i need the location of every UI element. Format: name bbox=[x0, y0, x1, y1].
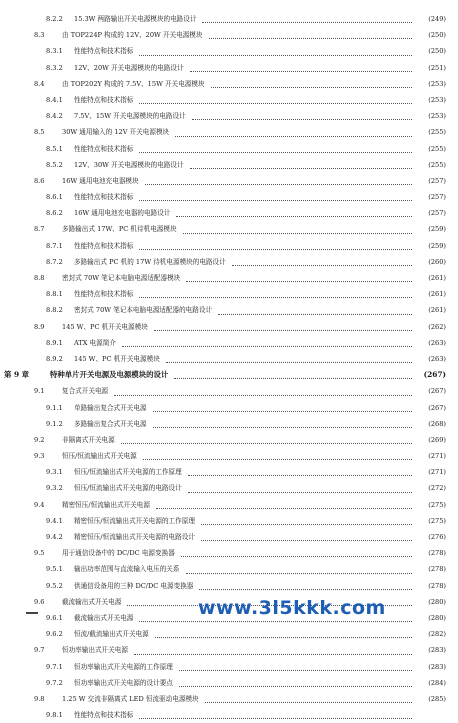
toc-section-number: 8.7 bbox=[34, 225, 45, 234]
toc-page-number: (278) bbox=[428, 581, 446, 590]
toc-entry-heading bbox=[46, 108, 186, 124]
toc-section-title: 12V、20W 开关电源模块的电路设计 bbox=[74, 63, 184, 72]
toc-entry-heading bbox=[34, 497, 150, 513]
toc-dot-leader bbox=[179, 670, 412, 687]
toc-page-number: (249) bbox=[428, 15, 446, 23]
toc-page-number: (257) bbox=[428, 176, 446, 185]
toc-section-title: 单路输出复合式开关电源 bbox=[74, 403, 147, 412]
toc-entry-heading bbox=[46, 561, 180, 577]
toc-page-number: (255) bbox=[428, 160, 446, 169]
toc-entry-heading bbox=[46, 400, 147, 416]
toc-dot-leader bbox=[139, 136, 412, 153]
toc-dot-leader bbox=[188, 459, 412, 476]
toc-section-title: 145 W、PC 机开关电源模块 bbox=[62, 322, 148, 331]
toc-entry-heading bbox=[46, 351, 160, 367]
toc-section-title: 精密恒压/恒流输出式开关电源 bbox=[62, 500, 150, 509]
toc-section-number: 8.3.2 bbox=[46, 63, 63, 72]
toc-section-title: 145 W、PC 机开关电源模块 bbox=[74, 354, 160, 363]
toc-section-title: 15.3W 两路输出开关电源模块的电路设计 bbox=[74, 15, 197, 23]
toc-page-number: (261) bbox=[428, 290, 446, 299]
toc-entry-heading bbox=[46, 43, 133, 59]
toc-page-number: (250) bbox=[428, 47, 446, 56]
toc-entry[interactable] bbox=[0, 707, 458, 723]
toc-dot-leader bbox=[190, 152, 412, 169]
toc-page-number: (278) bbox=[428, 549, 446, 558]
toc-section-title: 密封式 70W 笔记本电脑电源适配器的电路设计 bbox=[74, 306, 213, 315]
toc-dot-leader bbox=[155, 621, 412, 638]
toc-page-number: (262) bbox=[428, 322, 446, 331]
toc-page-number: (284) bbox=[428, 678, 446, 687]
toc-section-title: 非隔离式开关电源 bbox=[62, 435, 115, 444]
toc-dot-leader bbox=[122, 330, 412, 347]
toc-entry-heading bbox=[46, 205, 170, 221]
toc-dot-leader bbox=[192, 103, 412, 120]
toc-dot-leader bbox=[139, 184, 412, 201]
toc-page-number: (257) bbox=[428, 193, 446, 202]
toc-dot-leader bbox=[154, 314, 412, 331]
toc-section-number: 9.1 bbox=[34, 387, 45, 396]
toc-dot-leader bbox=[186, 265, 412, 282]
toc-section-number: 8.8.2 bbox=[46, 306, 63, 315]
toc-section-title: 性能特点和技术指标 bbox=[74, 47, 134, 56]
toc-section-title: 性能特点和技术指标 bbox=[74, 290, 134, 299]
toc-section-title: 16W 通用电池充电器的电路设计 bbox=[74, 209, 171, 218]
toc-section-title: 30W 通用输入的 12V 开关电源模块 bbox=[62, 128, 170, 137]
toc-page-number: (261) bbox=[428, 274, 446, 282]
toc-dot-leader bbox=[181, 540, 412, 557]
toc-entry-heading bbox=[46, 238, 133, 254]
toc-page-number: (276) bbox=[428, 533, 446, 541]
toc-dot-leader bbox=[186, 556, 412, 573]
toc-section-number: 9.5 bbox=[34, 549, 45, 558]
toc-section-number: 8.3 bbox=[34, 31, 45, 40]
toc-entry-heading bbox=[34, 642, 128, 658]
toc-dot-leader bbox=[218, 297, 412, 314]
toc-dot-leader bbox=[175, 119, 412, 136]
toc-section-number: 9.8 bbox=[34, 694, 45, 703]
toc-dot-leader bbox=[145, 168, 412, 185]
toc-dot-leader bbox=[139, 38, 412, 55]
toc-page-number: (283) bbox=[428, 646, 446, 655]
toc-page-number: (257) bbox=[428, 209, 446, 218]
toc-section-title: 复合式开关电源 bbox=[62, 387, 109, 396]
toc-page-number: (275) bbox=[428, 500, 446, 509]
toc-section-number: 9.2 bbox=[34, 435, 45, 444]
toc-section-number: 9.5.2 bbox=[46, 581, 63, 590]
toc-entry-heading bbox=[46, 464, 182, 480]
toc-dot-leader bbox=[201, 508, 412, 525]
toc-page-number: (261) bbox=[428, 306, 446, 315]
toc-dot-leader bbox=[179, 654, 412, 671]
toc-dot-leader bbox=[134, 637, 412, 654]
toc-entry-heading bbox=[46, 60, 184, 76]
toc-section-number: 8.8 bbox=[34, 274, 45, 282]
toc-page-number: (269) bbox=[428, 435, 446, 444]
toc-section-title: 密封式 70W 笔记本电脑电源适配器模块 bbox=[62, 274, 181, 282]
toc-page-number: (259) bbox=[428, 225, 446, 234]
toc-page-number: (255) bbox=[428, 144, 446, 153]
toc-section-number: 9.4.1 bbox=[46, 516, 63, 525]
toc-section-number: 8.7.1 bbox=[46, 241, 63, 250]
toc-page-number: (267) bbox=[428, 387, 446, 396]
toc-section-number: 8.5 bbox=[34, 128, 45, 137]
toc-dot-leader bbox=[153, 411, 412, 428]
toc-page-number: (278) bbox=[428, 565, 446, 574]
toc-section-title: 恒流/截流输出式开关电源 bbox=[74, 630, 149, 639]
toc-page-number: (263) bbox=[428, 338, 446, 347]
toc-page-number: (253) bbox=[428, 95, 446, 104]
toc-page-number: (251) bbox=[428, 63, 446, 72]
toc-entry-heading bbox=[34, 448, 137, 464]
toc-dot-leader bbox=[139, 702, 412, 719]
toc-page-number: (275) bbox=[428, 516, 446, 525]
toc-section-title: 多路输出式 17W、PC 机待机电源模块 bbox=[62, 225, 177, 234]
toc-section-number: 9.4.2 bbox=[46, 533, 63, 541]
toc-dot-leader bbox=[139, 233, 412, 250]
toc-section-title: 性能特点和技术指标 bbox=[74, 144, 134, 153]
toc-section-number: 8.5.1 bbox=[46, 144, 63, 153]
toc-entry-heading bbox=[46, 675, 173, 691]
toc-section-title: 供通信设备用的三种 DC/DC 电源变换器 bbox=[74, 581, 194, 590]
toc-section-title: ATX 电源简介 bbox=[74, 338, 116, 347]
toc-section-title: 输出功率范围与直流输入电压的关系 bbox=[74, 565, 180, 574]
toc-section-title: 恒功率输出式开关电源的设计要点 bbox=[74, 678, 173, 687]
toc-page-number: (253) bbox=[428, 112, 446, 121]
toc-section-title: 精密恒压/恒流输出式开关电源的电路设计 bbox=[74, 533, 195, 541]
toc-section-title: 由 TOP202Y 构成的 7.5V、15W 开关电源模块 bbox=[62, 79, 205, 88]
toc-section-title: 恒压/恒流输出式开关电源的工作原理 bbox=[74, 468, 182, 477]
toc-section-title: 性能特点和技术指标 bbox=[74, 193, 134, 202]
toc-entry-heading bbox=[34, 383, 108, 399]
toc-section-title: 恒压/恒流输出式开关电源 bbox=[62, 452, 137, 461]
toc-page-number: (263) bbox=[428, 354, 446, 363]
toc-entry-heading bbox=[46, 610, 133, 626]
toc-entry-heading bbox=[34, 173, 139, 189]
toc-entry-heading bbox=[46, 11, 196, 27]
toc-section-number: 8.5.2 bbox=[46, 160, 63, 169]
watermark-logo: www.3l5kkk.com bbox=[198, 597, 386, 619]
toc-dot-leader bbox=[143, 443, 412, 460]
toc-dot-leader bbox=[205, 686, 412, 703]
toc-entry-heading bbox=[34, 594, 121, 610]
toc-page-number: (268) bbox=[428, 419, 446, 428]
toc-page-number: (282) bbox=[428, 630, 446, 639]
toc-page-number: (253) bbox=[428, 79, 446, 88]
toc-section-number: 9.1.1 bbox=[46, 403, 63, 412]
toc-section-number: 8.8.1 bbox=[46, 290, 63, 299]
toc-dot-leader bbox=[121, 427, 412, 444]
toc-section-title: 多路输出式 PC 机的 17W 待机电源模块的电路设计 bbox=[74, 257, 226, 266]
toc-section-title: 性能特点和技术指标 bbox=[74, 241, 134, 250]
toc-dot-leader bbox=[166, 346, 412, 363]
toc-section-title: 截流输出式开关电源 bbox=[62, 597, 122, 606]
toc-section-title: 12V、30W 开关电源模块的电路设计 bbox=[74, 160, 184, 169]
toc-section-number: 9.6 bbox=[34, 597, 45, 606]
toc-section-number: 8.6.2 bbox=[46, 209, 63, 218]
toc-section-title: 恒压/恒流输出式开关电源的电路设计 bbox=[74, 484, 182, 493]
toc-section-number: 9.5.1 bbox=[46, 565, 63, 574]
toc-section-number: 9.6.1 bbox=[46, 613, 63, 622]
toc-page-number: (271) bbox=[428, 452, 446, 461]
toc-entry-heading bbox=[34, 545, 175, 561]
toc-page-number: (283) bbox=[428, 662, 446, 671]
toc-section-number: 9.8.1 bbox=[46, 711, 63, 720]
toc-dot-leader bbox=[156, 492, 412, 509]
toc-section-number: 8.7.2 bbox=[46, 257, 63, 266]
toc-dot-leader bbox=[190, 55, 412, 72]
toc-dot-leader bbox=[114, 378, 412, 395]
toc-page-number: (272) bbox=[428, 484, 446, 493]
toc-section-number: 9.7.1 bbox=[46, 662, 63, 671]
toc-section-title: 恒功率输出式开关电源 bbox=[62, 646, 128, 655]
toc-entry-heading bbox=[34, 432, 115, 448]
toc-page-number: (280) bbox=[428, 597, 446, 606]
toc-section-number: 9.7 bbox=[34, 646, 45, 655]
toc-section-number: 9.3 bbox=[34, 452, 45, 461]
toc-page-number: (255) bbox=[428, 128, 446, 137]
toc-section-number: 8.3.1 bbox=[46, 47, 63, 56]
toc-section-title: 由 TOP224P 构成的 12V、20W 开关电源模块 bbox=[62, 31, 203, 40]
toc-section-number: 9.3.2 bbox=[46, 484, 63, 493]
toc-entry-heading bbox=[46, 141, 133, 157]
toc-page-number: (267) bbox=[423, 370, 446, 380]
toc-section-title: 用于通信设备中的 DC/DC 电源变换器 bbox=[62, 549, 175, 558]
toc-dot-leader bbox=[139, 281, 412, 298]
toc-section-title: 多路输出复合式开关电源 bbox=[74, 419, 147, 428]
toc-page-number: (271) bbox=[428, 468, 446, 477]
toc-section-number: 9.1.2 bbox=[46, 419, 63, 428]
toc-entry-heading bbox=[46, 92, 133, 108]
toc-dot-leader bbox=[183, 216, 412, 233]
toc-dot-leader bbox=[176, 200, 412, 217]
toc-section-number: 8.9 bbox=[34, 322, 45, 331]
toc-entry-heading bbox=[46, 335, 116, 351]
toc-section-number: 8.2.2 bbox=[46, 15, 63, 23]
toc-dot-leader bbox=[153, 395, 412, 412]
page-corner-mark bbox=[26, 612, 38, 614]
toc-section-number: 8.4 bbox=[34, 79, 45, 88]
toc-section-title: 16W 通用电池充电器模块 bbox=[62, 176, 139, 185]
toc-section-number: 8.4.2 bbox=[46, 112, 63, 121]
toc-page-number: (250) bbox=[428, 31, 446, 40]
toc-section-title: 截流输出式开关电源 bbox=[74, 613, 134, 622]
toc-section-title: 精密恒压/恒流输出式开关电源的工作原理 bbox=[74, 516, 195, 525]
toc-page-number: (285) bbox=[428, 694, 446, 703]
toc-section-number: 9.4 bbox=[34, 500, 45, 509]
toc-section-title: 特种单片开关电源及电源模块的设计 bbox=[50, 370, 169, 380]
toc-section-number: 8.4.1 bbox=[46, 95, 63, 104]
toc-entry-heading bbox=[46, 189, 133, 205]
toc-dot-leader bbox=[202, 6, 412, 23]
toc-dot-leader bbox=[209, 22, 412, 39]
toc-section-number: 9.7.2 bbox=[46, 678, 63, 687]
toc-dot-leader bbox=[188, 475, 412, 492]
toc-page-number: (260) bbox=[428, 257, 446, 266]
toc-dot-leader bbox=[139, 87, 412, 104]
toc-section-number: 8.9.2 bbox=[46, 354, 63, 363]
toc-section-title: 性能特点和技术指标 bbox=[74, 711, 134, 720]
toc-entry-heading bbox=[46, 659, 173, 675]
toc-section-number: 9.6.2 bbox=[46, 630, 63, 639]
toc-entry-heading bbox=[46, 513, 195, 529]
toc-page-number: (267) bbox=[428, 403, 446, 412]
toc-section-number: 8.9.1 bbox=[46, 338, 63, 347]
toc-dot-leader bbox=[199, 573, 412, 590]
toc-section-title: 恒功率输出式开关电源的工作原理 bbox=[74, 662, 173, 671]
toc-entry-heading bbox=[46, 529, 195, 545]
toc-section-number: 8.6 bbox=[34, 176, 45, 185]
toc-dot-leader bbox=[232, 249, 412, 266]
toc-dot-leader bbox=[174, 362, 412, 379]
toc-section-title: 1.25 W 交流非隔离式 LED 恒流驱动电源模块 bbox=[62, 694, 199, 703]
toc-entry-heading bbox=[46, 286, 133, 302]
toc-section-number: 9.3.1 bbox=[46, 468, 63, 477]
toc-dot-leader bbox=[211, 71, 412, 88]
toc-section-number: 第 9 章 bbox=[4, 370, 30, 380]
toc-section-title: 7.5V、15W 开关电源模块的电路设计 bbox=[74, 112, 186, 121]
toc-dot-leader bbox=[201, 524, 412, 541]
toc-page-number: (280) bbox=[428, 613, 446, 622]
toc-entry-heading bbox=[46, 707, 133, 723]
toc-section-number: 8.6.1 bbox=[46, 193, 63, 202]
toc-page-number: (259) bbox=[428, 241, 446, 250]
toc-section-title: 性能特点和技术指标 bbox=[74, 95, 134, 104]
